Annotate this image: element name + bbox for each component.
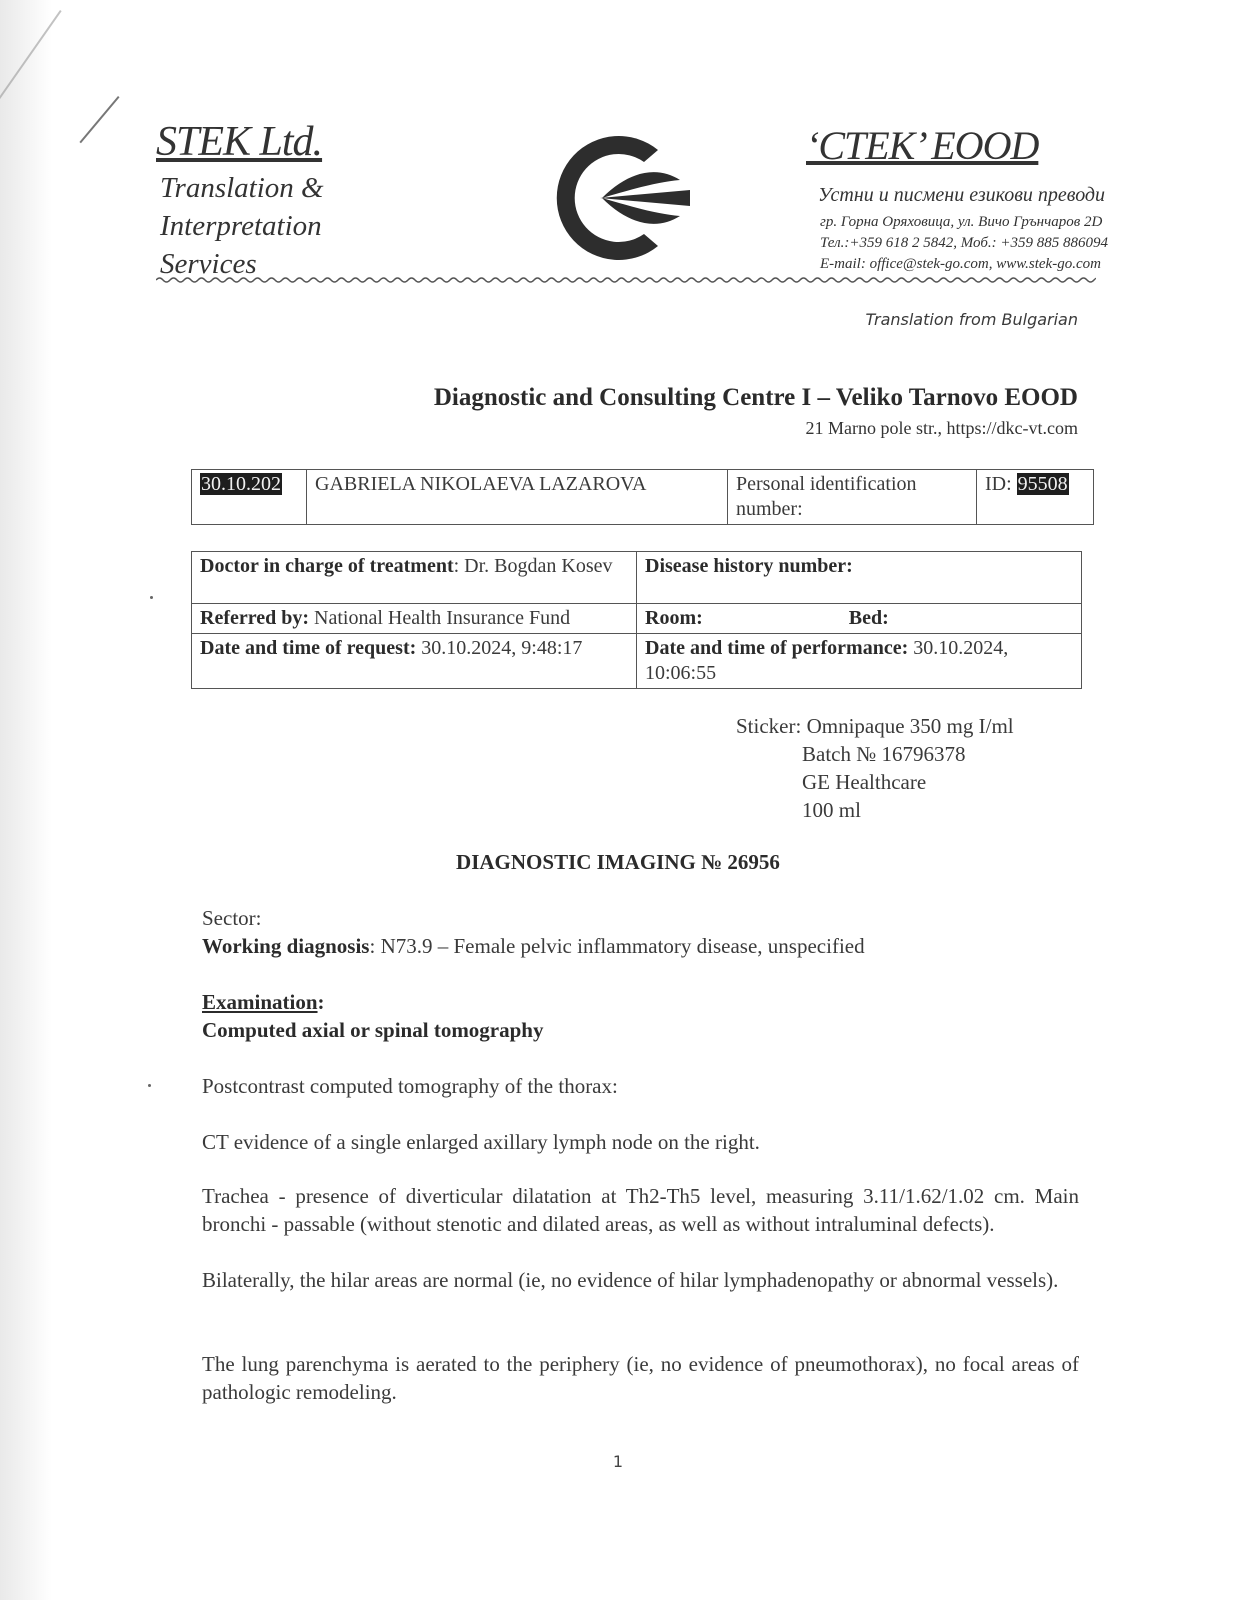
- scan-edge-shadow: [0, 0, 52, 1600]
- working-diagnosis-value: : N73.9 – Female pelvic inflammatory disease, unspecified: [369, 934, 865, 958]
- doctor-value: : Dr. Bogdan Kosev: [453, 555, 613, 577]
- pin-label: Personal identification number:: [736, 473, 917, 520]
- request-time-label: Date and time of request:: [200, 637, 417, 659]
- room-label: Room:: [645, 607, 703, 629]
- company-tagline-line-3: Services: [160, 248, 257, 280]
- finding-paragraph-1: Postcontrast computed tomography of the thorax:: [202, 1074, 618, 1098]
- sticker-batch: Batch № 16796378: [802, 742, 966, 766]
- finding-paragraph-3: Trachea - presence of diverticular dilatation at Th2-Th5 level, measuring 3.11/1.62/1.02 cm. Main bronchi - passable (without stenotic and dilated areas, as well as without intraluminal defects).: [202, 1184, 1079, 1236]
- finding-paragraph-2: CT evidence of a single enlarged axillary lymph node on the right.: [202, 1130, 760, 1154]
- history-cell: [637, 552, 1082, 604]
- finding-paragraph-4: Bilaterally, the hilar areas are normal (ie, no evidence of hilar lymphadenopathy or abnormal vessels).: [202, 1268, 1059, 1292]
- id-value: 95508: [1017, 473, 1068, 495]
- patient-header-table: [191, 469, 1094, 525]
- working-diagnosis-label: Working diagnosis: [202, 934, 370, 958]
- contrast-sticker: [736, 712, 1014, 824]
- request-info-table: [191, 551, 1082, 689]
- patient-date-cell: [192, 470, 307, 525]
- pin-cell: [728, 470, 977, 525]
- examination-value: [202, 1016, 1079, 1044]
- referred-label: Referred by:: [200, 607, 310, 629]
- referred-cell: [192, 604, 637, 634]
- imaging-title: DIAGNOSTIC IMAGING № 26956: [456, 850, 780, 874]
- company-tagline-line-2: Interpretation: [160, 210, 322, 242]
- company-tagline-line-1: Translation &: [160, 172, 324, 204]
- centre-address: 21 Marno pole str., https://dkc-vt.com: [805, 418, 1078, 438]
- company-address: гр. Горна Оряховица, ул. Вичо Грънчаров 2D: [820, 214, 1103, 230]
- room-bed-cell: [637, 604, 1082, 634]
- request-time-cell: [192, 634, 637, 689]
- patient-name-cell: [307, 470, 728, 525]
- working-diagnosis: [202, 932, 1079, 960]
- sticker-manufacturer: GE Healthcare: [802, 770, 927, 794]
- examination-colon: :: [317, 990, 325, 1014]
- company-phone: Тел.:+359 618 2 5842, Моб.: +359 885 886094: [820, 235, 1108, 251]
- performance-time-value: 30.10.2024, 10:06:55: [645, 637, 1009, 684]
- sticker-line-1: Sticker: Omnipaque 350 mg I/ml: [736, 714, 1014, 738]
- history-label: Disease history number:: [645, 555, 853, 577]
- company-name-right: ‘CTEK’ EOOD: [806, 123, 1039, 168]
- page-number: 1: [612, 1452, 624, 1471]
- bed-label: Bed:: [848, 607, 889, 629]
- referred-value: National Health Insurance Fund: [309, 607, 571, 629]
- examination-heading: [202, 988, 1079, 1016]
- company-subtitle-bg: Устни и писмени езикови преводи: [818, 184, 1106, 206]
- finding-paragraph-5: The lung parenchyma is aerated to the periphery (ie, no evidence of pneumothorax), no focal areas of pathologic remodeling.: [202, 1352, 1079, 1404]
- doctor-label: Doctor in charge of treatment: [200, 555, 454, 577]
- centre-name: Diagnostic and Consulting Centre I – Veliko Tarnovo EOOD: [433, 384, 1078, 411]
- patient-date: 30.10.202: [201, 473, 281, 495]
- patient-name: GABRIELA NIKOLAEVA LAZAROVA: [315, 473, 647, 495]
- performance-time-cell: [637, 634, 1082, 689]
- company-name-left: STEK Ltd.: [156, 119, 323, 165]
- doctor-cell: [192, 552, 637, 604]
- letterhead-wave-divider: [156, 272, 1096, 288]
- scan-speck: [150, 596, 153, 599]
- examination-label: Examination: [202, 990, 318, 1014]
- translation-note: Translation from Bulgarian: [865, 310, 1078, 329]
- scan-speck: [148, 1084, 151, 1087]
- id-cell: [977, 470, 1094, 525]
- examination-value-text: Computed axial or spinal tomography: [202, 1018, 544, 1042]
- id-label: ID:: [985, 473, 1012, 495]
- sticker-volume: 100 ml: [802, 798, 861, 822]
- request-time-value: 30.10.2024, 9:48:17: [416, 637, 583, 659]
- sector-label: Sector:: [202, 906, 262, 930]
- performance-time-label: Date and time of performance:: [645, 637, 909, 659]
- stek-logo-icon: [540, 120, 700, 276]
- pen-mark: [79, 96, 119, 143]
- company-email: E-mail: office@stek-go.com, www.stek-go.com: [820, 256, 1101, 272]
